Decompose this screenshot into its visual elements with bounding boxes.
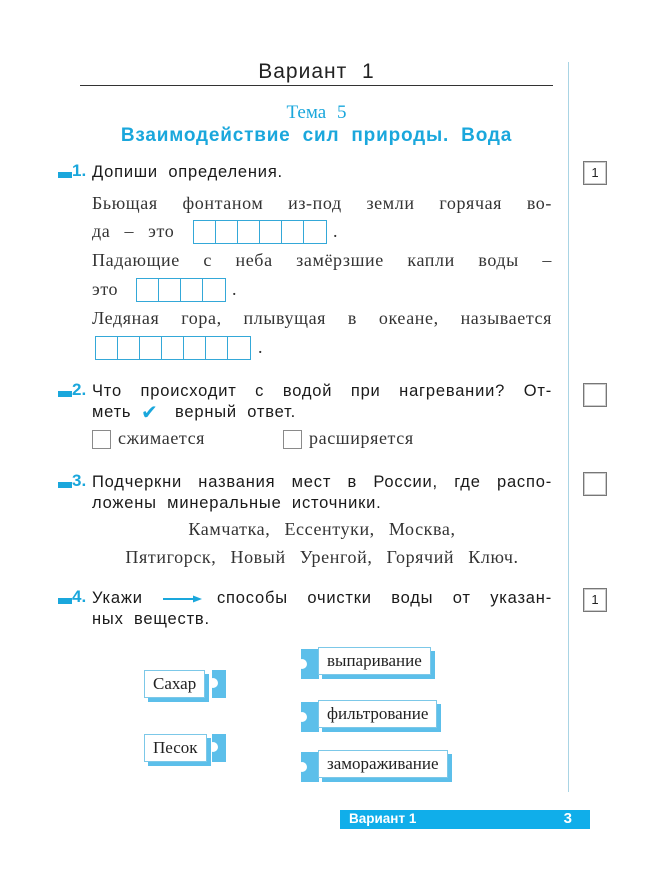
task-marker-icon [58, 598, 72, 604]
task-1-item-3-text: Ледяная гора, плывущая в океане, называется [92, 308, 552, 328]
page-number: 3 [563, 810, 572, 827]
task-marker-icon [58, 391, 72, 397]
option-label-expands: расширяется [309, 428, 414, 448]
task-1-number: 1. [72, 161, 87, 180]
task-1-item-1-text: Бьющая фонтаном из-под земли горячая во- [92, 193, 552, 213]
answer-boxes-geyser[interactable] [193, 220, 327, 244]
option-label-compresses: сжимается [118, 428, 206, 448]
footer-bar [340, 810, 590, 829]
method-label-freezing: замораживание [318, 750, 448, 778]
method-label-evaporation: выпаривание [318, 647, 431, 675]
task-1-prompt: Допиши определения. [92, 163, 283, 181]
task-3-prompt-line-2: ложены минеральные источники. [92, 494, 382, 512]
task-2-prompt-line-2a: меть [92, 403, 132, 421]
option-checkbox-compresses[interactable] [92, 430, 111, 449]
substance-label-sugar: Сахар [144, 670, 205, 698]
puzzle-connector-icon [212, 734, 226, 762]
task-4-prompt-1a: Укажи [92, 589, 143, 607]
task-4-prompt-line-2: ных веществ. [92, 610, 210, 628]
substance-label-sand: Песок [144, 734, 207, 762]
task-4-number: 4. [72, 587, 87, 606]
arrow-right-icon [163, 594, 203, 604]
score-box-task-4[interactable]: 1 [583, 588, 607, 612]
variant-title: Вариант 1 [258, 60, 375, 83]
period: . [258, 337, 264, 357]
period: . [232, 279, 238, 299]
task-marker-icon [58, 172, 72, 178]
score-box-task-2[interactable] [583, 383, 607, 407]
theme-title: Взаимодействие сил природы. Вода [120, 125, 513, 146]
answer-boxes-iceberg[interactable] [95, 336, 251, 360]
checkmark-icon: ✔ [141, 400, 158, 424]
task-3-number: 3. [72, 471, 87, 490]
puzzle-connector-icon [301, 649, 319, 679]
places-line-1[interactable]: Камчатка, Ессентуки, Москва, [188, 519, 456, 539]
header-rule [80, 85, 553, 86]
puzzle-connector-icon [212, 670, 226, 698]
period: . [333, 221, 339, 241]
task-1-item-2-text: Падающие с неба замёрзшие капли воды – [92, 250, 552, 270]
option-checkbox-expands[interactable] [283, 430, 302, 449]
task-2-prompt-line-1: Что происходит с водой при нагревании? От- [92, 382, 552, 400]
answer-boxes-hail[interactable] [136, 278, 226, 302]
puzzle-connector-icon [301, 752, 319, 782]
task-1-item-1-prefix: да – это [92, 221, 175, 241]
puzzle-connector-icon [301, 702, 319, 732]
method-label-filtration: фильтрование [318, 700, 437, 728]
task-3-prompt-line-1: Подчеркни названия мест в России, где распо- [92, 473, 552, 491]
footer-variant-label: Вариант 1 [349, 811, 417, 826]
task-marker-icon [58, 482, 72, 488]
task-2-prompt-line-2b: верный ответ. [175, 403, 296, 421]
task-1-item-2-prefix: это [92, 279, 119, 299]
score-box-task-1[interactable]: 1 [583, 161, 607, 185]
task-2-number: 2. [72, 380, 87, 399]
places-line-2[interactable]: Пятигорск, Новый Уренгой, Горячий Ключ. [125, 547, 519, 567]
task-4-prompt-1b: способы очистки воды от указан- [217, 589, 552, 607]
margin-line [568, 62, 569, 792]
score-box-task-3[interactable] [583, 472, 607, 496]
theme-label: Тема 5 [286, 102, 347, 123]
